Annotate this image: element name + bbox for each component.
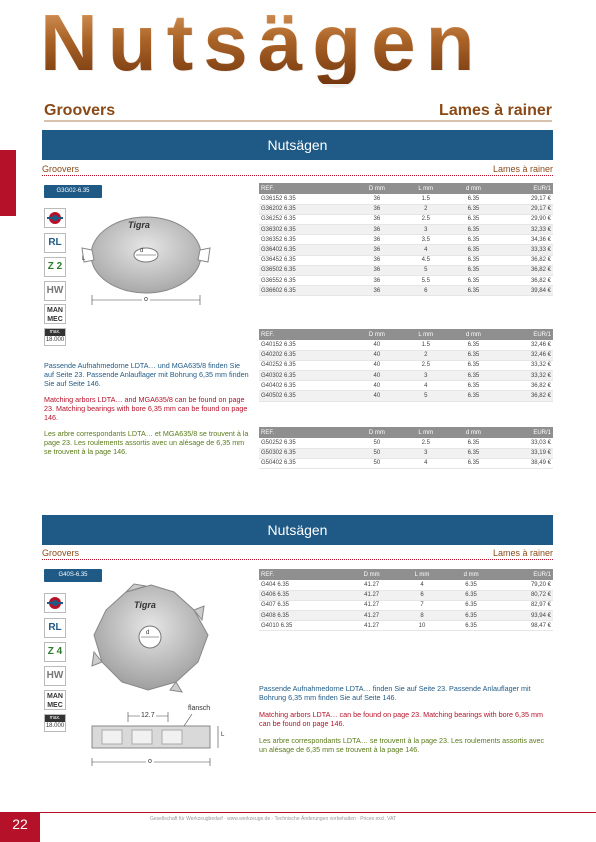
col-l: L mm bbox=[402, 183, 449, 194]
cell-d: 36 bbox=[352, 214, 402, 224]
cell-ref: G36402 6.35 bbox=[259, 245, 352, 255]
cell-ref: G36502 6.35 bbox=[259, 265, 352, 275]
page-number: 22 bbox=[0, 813, 40, 842]
cell-bore: 6.35 bbox=[449, 255, 497, 265]
cell-price: 36,82 € bbox=[497, 381, 553, 391]
section-1-label-left: Groovers bbox=[42, 164, 80, 174]
cell-d: 40 bbox=[352, 360, 402, 370]
dim-l-label: L bbox=[82, 256, 86, 262]
cell-price: 36,82 € bbox=[497, 255, 553, 265]
footer-rule bbox=[0, 812, 596, 813]
rpm-label: max. bbox=[45, 715, 65, 722]
dim-o-label: o bbox=[148, 758, 152, 765]
col-price: EUR/1 bbox=[497, 427, 553, 438]
cell-price: 38,49 € bbox=[497, 458, 553, 468]
table-row bbox=[259, 391, 553, 401]
table-row bbox=[259, 381, 553, 391]
cell-price: 34,36 € bbox=[497, 235, 553, 245]
cell-d: 36 bbox=[352, 235, 402, 245]
cell-price: 39,84 € bbox=[497, 286, 553, 296]
cell-bore: 6.35 bbox=[449, 448, 497, 458]
cell-price: 36,82 € bbox=[497, 265, 553, 275]
cell-l: 7 bbox=[398, 600, 447, 610]
cell-ref: G40302 6.35 bbox=[259, 371, 352, 381]
header-divider bbox=[44, 120, 552, 122]
mec-label: MEC bbox=[47, 316, 63, 323]
section-1-label-right: Lames à rainer bbox=[492, 164, 553, 174]
section-2-label-left: Groovers bbox=[42, 548, 80, 558]
table-row bbox=[259, 204, 553, 214]
cell-ref: G406 6.35 bbox=[259, 590, 346, 600]
cell-ref: G407 6.35 bbox=[259, 600, 346, 610]
cell-d: 41.27 bbox=[346, 621, 398, 631]
cell-l: 4 bbox=[402, 381, 449, 391]
cell-d: 50 bbox=[352, 448, 402, 458]
cell-l: 2.5 bbox=[402, 438, 449, 448]
section-2-product-code: G40S-6.35 bbox=[44, 569, 102, 582]
col-l: L mm bbox=[402, 427, 449, 438]
cell-l: 8 bbox=[398, 611, 447, 621]
col-l: L mm bbox=[402, 329, 449, 340]
cell-ref: G50302 6.35 bbox=[259, 448, 352, 458]
table-row bbox=[259, 235, 553, 245]
cell-d: 40 bbox=[352, 371, 402, 381]
flansch-label: flansch bbox=[188, 705, 211, 712]
rpm-value: 18.000 bbox=[45, 337, 65, 343]
cell-d: 41.27 bbox=[346, 600, 398, 610]
cell-l: 3 bbox=[402, 448, 449, 458]
cell-ref: G36202 6.35 bbox=[259, 204, 352, 214]
cell-ref: G40402 6.35 bbox=[259, 381, 352, 391]
table-row bbox=[259, 286, 553, 296]
cell-price: 29,17 € bbox=[497, 204, 553, 214]
cell-price: 93,94 € bbox=[496, 611, 553, 621]
dim-d-label: d bbox=[146, 630, 150, 636]
groover-2-tooth-drawing bbox=[76, 210, 216, 310]
cell-bore: 6.35 bbox=[446, 600, 495, 610]
cell-ref: G4010 6.35 bbox=[259, 621, 346, 631]
cell-price: 98,47 € bbox=[496, 621, 553, 631]
col-d: D mm bbox=[352, 427, 402, 438]
cell-l: 5.5 bbox=[402, 276, 449, 286]
section-1-bar: Nutsägen bbox=[42, 130, 553, 160]
cell-d: 36 bbox=[352, 245, 402, 255]
cell-d: 36 bbox=[352, 194, 402, 204]
rpm-value: 18.000 bbox=[45, 723, 65, 729]
table-row bbox=[259, 276, 553, 286]
cell-bore: 6.35 bbox=[449, 194, 497, 204]
table-row bbox=[259, 600, 553, 610]
groover-side-profile-drawing bbox=[88, 705, 228, 770]
cell-bore: 6.35 bbox=[446, 621, 495, 631]
cell-ref: G408 6.35 bbox=[259, 611, 346, 621]
cell-ref: G36152 6.35 bbox=[259, 194, 352, 204]
page-title: Nutsägen bbox=[40, 2, 560, 84]
note-german-1: Passende Aufnahmedorne LDTA… und MGA635/8 finden Sie auf Seite 23. Passende Anlaufl​ager mit Bohrung 6,35 mm finden Sie auf Seite 146. bbox=[44, 361, 249, 388]
col-d: D mm bbox=[352, 329, 402, 340]
cell-bore: 6.35 bbox=[449, 350, 497, 360]
spec-table-36mm bbox=[259, 183, 553, 296]
note-french-2: Les arbre correspondants LDTA… se trouvent à la page 23. Les roulements assortis avec un alésage de 6,35 mm se trouvent à la page 146. bbox=[259, 736, 545, 754]
section-2-bar: Nutsägen bbox=[42, 515, 553, 545]
section-1-labels bbox=[42, 164, 553, 174]
cell-bore: 6.35 bbox=[449, 391, 497, 401]
cell-price: 33,32 € bbox=[497, 360, 553, 370]
section-1-dotted-rule bbox=[42, 175, 553, 176]
cell-ref: G40152 6.35 bbox=[259, 340, 352, 350]
cell-d: 36 bbox=[352, 255, 402, 265]
table-row bbox=[259, 371, 553, 381]
spec-table-50mm bbox=[259, 427, 553, 469]
table-header-row bbox=[259, 183, 553, 194]
brand-logo: Tigra bbox=[134, 600, 156, 610]
teeth-count-icon: Z 4 bbox=[44, 642, 66, 662]
cell-ref: G40202 6.35 bbox=[259, 350, 352, 360]
cell-bore: 6.35 bbox=[449, 438, 497, 448]
cell-price: 33,03 € bbox=[497, 438, 553, 448]
col-ref: REF. bbox=[259, 329, 352, 340]
cell-price: 33,19 € bbox=[497, 448, 553, 458]
col-bore: d mm bbox=[449, 183, 497, 194]
table-header-row bbox=[259, 427, 553, 438]
note-english-1: Matching arbors LDTA… and MGA635/8 can be found on page 23. Matching bearings with bore 6,35 mm can be found on page 146. bbox=[44, 395, 248, 422]
cell-d: 50 bbox=[352, 458, 402, 468]
cell-price: 32,33 € bbox=[497, 225, 553, 235]
cell-d: 40 bbox=[352, 350, 402, 360]
footer-text: Gesellschaft für Werkzeugbedarf · www.werkzeuge.de · Technische Änderungen vorbehalten · Prices excl. VAT bbox=[150, 816, 397, 822]
cell-price: 36,82 € bbox=[497, 276, 553, 286]
cell-d: 41.27 bbox=[346, 580, 398, 590]
cell-ref: G50402 6.35 bbox=[259, 458, 352, 468]
dim-l-label: L bbox=[221, 732, 225, 738]
max-rpm-icon bbox=[44, 714, 66, 732]
man-label: MAN bbox=[47, 693, 63, 700]
mounting-icon bbox=[44, 208, 66, 228]
cell-bore: 6.35 bbox=[449, 286, 497, 296]
table-row bbox=[259, 360, 553, 370]
cell-ref: G36252 6.35 bbox=[259, 214, 352, 224]
cell-bore: 6.35 bbox=[446, 590, 495, 600]
cell-d: 36 bbox=[352, 204, 402, 214]
mec-label: MEC bbox=[47, 702, 63, 709]
cell-l: 4.5 bbox=[402, 255, 449, 265]
cell-l: 6 bbox=[402, 286, 449, 296]
table-row bbox=[259, 448, 553, 458]
cell-l: 3.5 bbox=[402, 235, 449, 245]
dim-o-label: o bbox=[144, 296, 148, 303]
cell-ref: G36552 6.35 bbox=[259, 276, 352, 286]
col-price: EUR/1 bbox=[496, 569, 553, 580]
cell-l: 6 bbox=[398, 590, 447, 600]
teeth-count-icon: Z 2 bbox=[44, 257, 66, 277]
table-row bbox=[259, 225, 553, 235]
cell-d: 40 bbox=[352, 340, 402, 350]
table-row bbox=[259, 194, 553, 204]
man-label: MAN bbox=[47, 307, 63, 314]
cell-bore: 6.35 bbox=[449, 225, 497, 235]
col-ref: REF. bbox=[259, 183, 352, 194]
dim-d-label: d bbox=[140, 248, 144, 254]
table-header-row bbox=[259, 569, 553, 580]
section-2-dotted-rule bbox=[42, 559, 553, 560]
table-row bbox=[259, 350, 553, 360]
cell-l: 4 bbox=[402, 245, 449, 255]
cell-d: 50 bbox=[352, 438, 402, 448]
cell-l: 2.5 bbox=[402, 214, 449, 224]
cell-price: 79,20 € bbox=[496, 580, 553, 590]
col-d: D mm bbox=[352, 183, 402, 194]
section-2-labels bbox=[42, 548, 553, 558]
cell-bore: 6.35 bbox=[449, 381, 497, 391]
subtitle-french: Lames à rainer bbox=[439, 102, 552, 119]
table-row bbox=[259, 265, 553, 275]
col-l: L mm bbox=[398, 569, 447, 580]
subtitle-english: Groovers bbox=[44, 102, 116, 119]
cell-ref: G36302 6.35 bbox=[259, 225, 352, 235]
col-d: D mm bbox=[346, 569, 398, 580]
cell-bore: 6.35 bbox=[449, 245, 497, 255]
cell-bore: 6.35 bbox=[449, 371, 497, 381]
cell-d: 36 bbox=[352, 286, 402, 296]
rpm-label: max. bbox=[45, 329, 65, 336]
cell-l: 4 bbox=[398, 580, 447, 590]
col-ref: REF. bbox=[259, 427, 352, 438]
cell-bore: 6.35 bbox=[449, 340, 497, 350]
groover-4-tooth-drawing bbox=[86, 580, 216, 695]
cell-l: 5 bbox=[402, 391, 449, 401]
cell-price: 32,46 € bbox=[497, 350, 553, 360]
cell-ref: G50252 6.35 bbox=[259, 438, 352, 448]
hw-material-icon: HW bbox=[44, 666, 66, 686]
table-row bbox=[259, 621, 553, 631]
cell-l: 10 bbox=[398, 621, 447, 631]
spec-table-41mm bbox=[259, 569, 553, 631]
max-rpm-icon bbox=[44, 328, 66, 346]
section-1-product-code: G3G02-6.35 bbox=[44, 185, 102, 198]
table-row bbox=[259, 458, 553, 468]
rotation-rl-icon: RL bbox=[44, 233, 66, 253]
note-french-1: Les arbre correspondants LDTA… et MGA635/8 se trouvent à la page 23. Les roulements assortis avec un alésage de 6,35 mm se trouvent à la page 146. bbox=[44, 429, 249, 456]
col-price: EUR/1 bbox=[497, 329, 553, 340]
col-ref: REF. bbox=[259, 569, 346, 580]
col-bore: d mm bbox=[446, 569, 495, 580]
cell-price: 29,90 € bbox=[497, 214, 553, 224]
cell-bore: 6.35 bbox=[449, 204, 497, 214]
cell-price: 29,17 € bbox=[497, 194, 553, 204]
table-header-row bbox=[259, 329, 553, 340]
cell-bore: 6.35 bbox=[449, 265, 497, 275]
cell-d: 36 bbox=[352, 265, 402, 275]
cell-bore: 6.35 bbox=[449, 276, 497, 286]
feed-type-icon bbox=[44, 304, 66, 324]
side-tab-marker bbox=[0, 150, 16, 216]
note-english-2: Matching arbors LDTA… can be found on page 23. Matching bearings with bore 6,35 mm can be found on page 146. bbox=[259, 710, 543, 728]
cell-bore: 6.35 bbox=[449, 214, 497, 224]
cell-d: 41.27 bbox=[346, 590, 398, 600]
mounting-icon bbox=[44, 593, 66, 613]
cell-price: 80,72 € bbox=[496, 590, 553, 600]
cell-d: 36 bbox=[352, 225, 402, 235]
cell-price: 33,32 € bbox=[497, 371, 553, 381]
table-row bbox=[259, 580, 553, 590]
feed-type-icon bbox=[44, 690, 66, 710]
cell-ref: G36352 6.35 bbox=[259, 235, 352, 245]
col-bore: d mm bbox=[449, 329, 497, 340]
cell-l: 2 bbox=[402, 350, 449, 360]
cell-d: 36 bbox=[352, 276, 402, 286]
cell-ref: G40502 6.35 bbox=[259, 391, 352, 401]
section-2-label-right: Lames à rainer bbox=[492, 548, 553, 558]
col-price: EUR/1 bbox=[497, 183, 553, 194]
cell-ref: G36452 6.35 bbox=[259, 255, 352, 265]
note-german-2: Passende Aufnahmedorne LDTA… finden Sie auf Seite 23. Passende Anlauflager mit Bohrung 6,35 mm finden Sie auf Seite 146. bbox=[259, 684, 531, 702]
cell-d: 40 bbox=[352, 391, 402, 401]
cell-l: 2.5 bbox=[402, 360, 449, 370]
table-row bbox=[259, 611, 553, 621]
hw-material-icon: HW bbox=[44, 281, 66, 301]
table-row bbox=[259, 438, 553, 448]
dim-12-7-label: 12.7 bbox=[141, 712, 155, 719]
brand-logo: Tigra bbox=[128, 220, 150, 230]
cell-l: 1.5 bbox=[402, 340, 449, 350]
table-row bbox=[259, 255, 553, 265]
table-row bbox=[259, 590, 553, 600]
cell-price: 32,46 € bbox=[497, 340, 553, 350]
cell-price: 33,33 € bbox=[497, 245, 553, 255]
table-row bbox=[259, 245, 553, 255]
table-row bbox=[259, 214, 553, 224]
spec-table-40mm bbox=[259, 329, 553, 402]
col-bore: d mm bbox=[449, 427, 497, 438]
cell-bore: 6.35 bbox=[446, 580, 495, 590]
cell-l: 2 bbox=[402, 204, 449, 214]
cell-ref: G36602 6.35 bbox=[259, 286, 352, 296]
cell-l: 5 bbox=[402, 265, 449, 275]
rotation-rl-icon: RL bbox=[44, 618, 66, 638]
cell-bore: 6.35 bbox=[446, 611, 495, 621]
cell-price: 82,97 € bbox=[496, 600, 553, 610]
table-row bbox=[259, 340, 553, 350]
cell-bore: 6.35 bbox=[449, 360, 497, 370]
cell-l: 3 bbox=[402, 225, 449, 235]
cell-l: 3 bbox=[402, 371, 449, 381]
cell-d: 40 bbox=[352, 381, 402, 391]
cell-l: 4 bbox=[402, 458, 449, 468]
cell-bore: 6.35 bbox=[449, 235, 497, 245]
cell-price: 36,82 € bbox=[497, 391, 553, 401]
cell-bore: 6.35 bbox=[449, 458, 497, 468]
cell-d: 41.27 bbox=[346, 611, 398, 621]
cell-ref: G404 6.35 bbox=[259, 580, 346, 590]
cell-l: 1.5 bbox=[402, 194, 449, 204]
cell-ref: G40252 6.35 bbox=[259, 360, 352, 370]
